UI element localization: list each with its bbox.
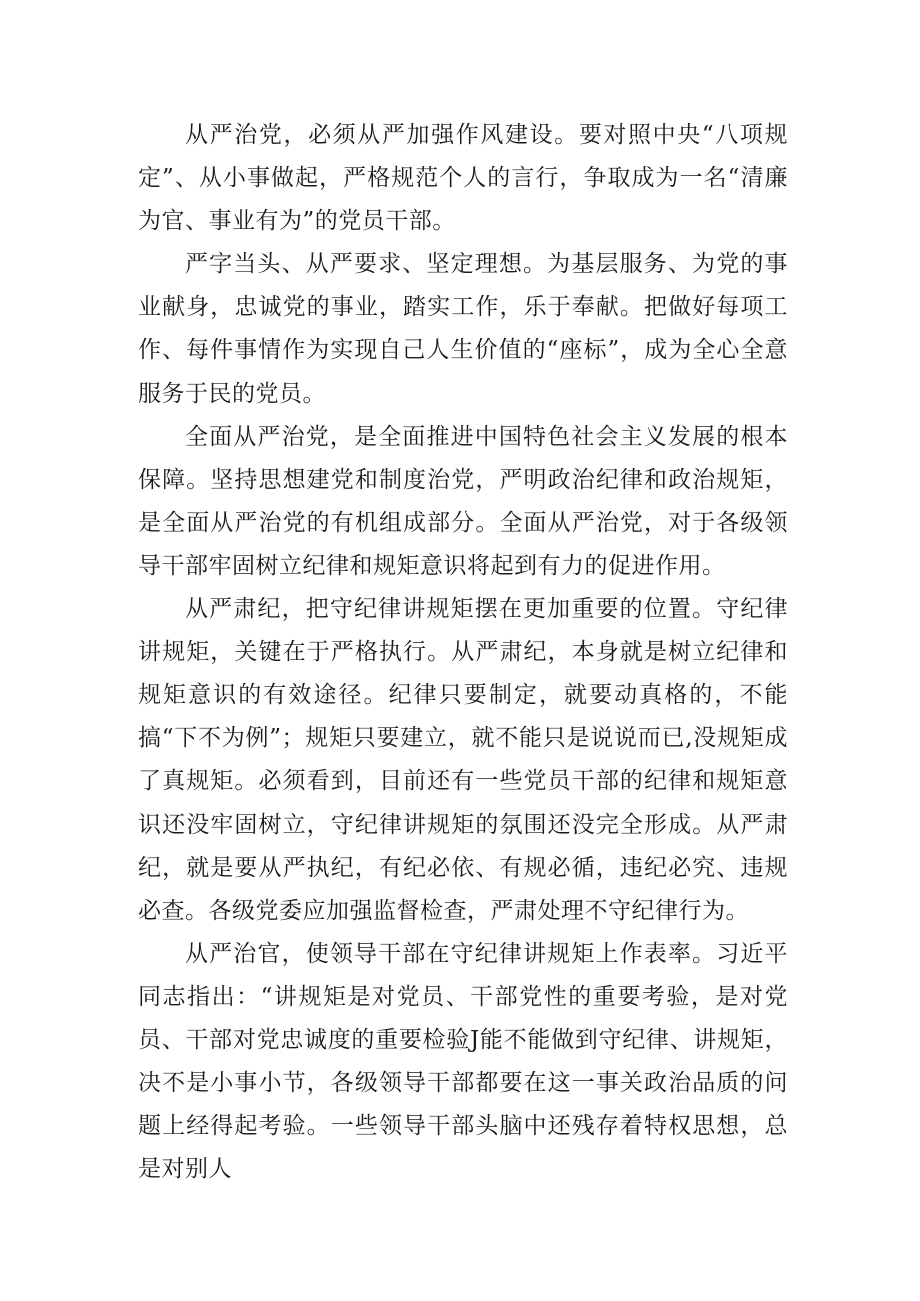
paragraph-strict-officials: 从严治官，使领导干部在守纪律讲规矩上作表率。习近平同志指出：“讲规矩是对党员、干部党性的重要考验，是对党员、干部对党忠诚度的重要检验J能不能做到守纪律、讲规矩，决不是小事小节，各级领导干部都要在这一事关政治品质的问题上经得起考验。一些领导干部头脑中还残存着特权思想，总是对别人 (138, 940, 788, 1183)
document-body (138, 114, 788, 1191)
paragraph-style-discipline: 从严治党，必须从严加强作风建设。要对照中央“八项规定”、从小事做起，严格规范个人的言行，争取成为一名“清廉为官、事业有为”的党员干部。 (138, 122, 788, 235)
paragraph-strict-requirements: 严字当头、从严要求、坚定理想。为基层服务、为党的事业献身，忠诚党的事业，踏实工作，乐于奉献。把做好每项工作、每件事情作为实现自己人生价值的“座标”，成为全心全意服务于民的党员。 (138, 251, 788, 407)
paragraph-comprehensive-governance: 全面从严治党，是全面推进中国特色社会主义发展的根本保障。坚持思想建党和制度治党，严明政治纪律和政治规矩，是全面从严治党的有机组成部分。全面从严治党，对于各级领导干部牢固树立纪律和规矩意识将起到有力的促进作用。 (138, 423, 788, 579)
paragraph-strict-discipline: 从严肃纪，把守纪律讲规矩摆在更加重要的位置。守纪律讲规矩，关键在于严格执行。从严肃纪，本身就是树立纪律和规矩意识的有效途径。纪律只要制定，就要动真格的，不能搞“下不为例”；规矩只要建立，就不能只是说说而已,没规矩成了真规矩。必须看到，目前还有一些党员干部的纪律和规矩意识还没牢固树立，守纪律讲规矩的氛围还没完全形成。从严肃纪，就是要从严执纪，有纪必依、有规必循，违纪必究、违规必查。各级党委应加强监督检查，严肃处理不守纪律行为。 (138, 596, 788, 924)
